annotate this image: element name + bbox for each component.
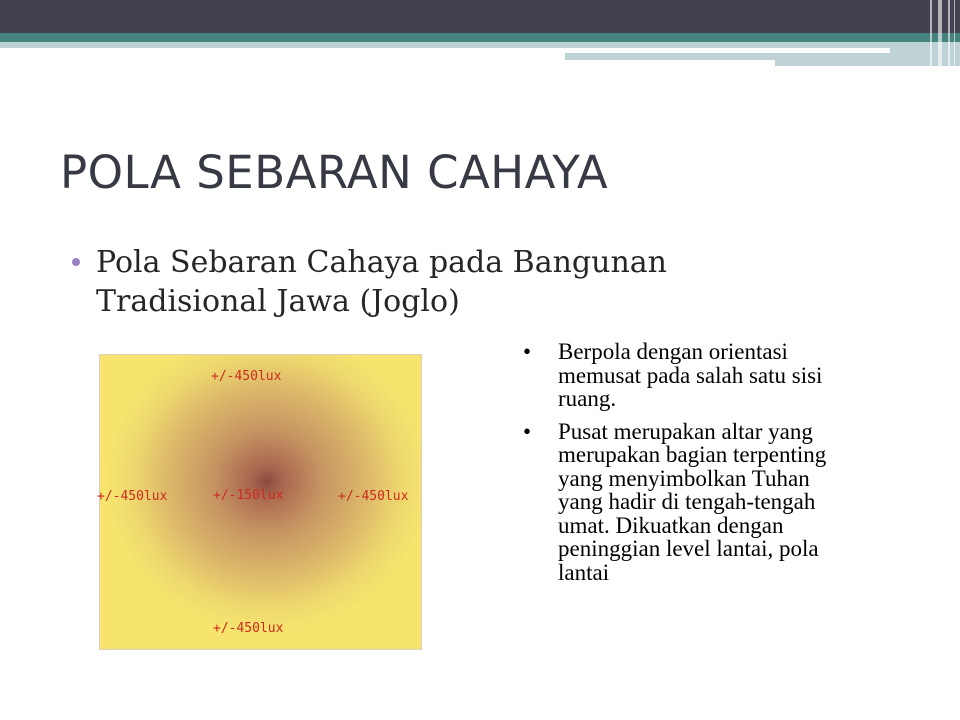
bullet-icon: •	[523, 418, 532, 444]
list-item	[523, 340, 853, 411]
list-item	[523, 420, 853, 585]
subtitle-bullet	[72, 243, 772, 321]
bullet-dot-icon	[72, 258, 80, 266]
lux-label-left: +/-450lux	[97, 489, 168, 504]
lux-label-top: +/-450lux	[211, 369, 282, 384]
header-decoration	[0, 0, 960, 66]
slide-title: POLA SEBARAN CAHAYA	[60, 146, 609, 199]
bullet-icon: •	[523, 339, 532, 364]
light-distribution-map	[99, 354, 422, 650]
lux-label-bottom: +/-450lux	[213, 621, 284, 636]
subtitle-text: Pola Sebaran Cahaya pada Bangunan Tradisional Jawa (Joglo)	[96, 245, 667, 319]
description-list	[523, 340, 853, 584]
lux-label-center: +/-150lux	[213, 488, 284, 503]
list-item-text: Pusat merupakan altar yang merupakan bagian terpenting yang menyimbolkan Tuhan yang hadir di tengah-tengah umat. Dikuatkan dengan peninggian level lantai, pola lantai	[558, 418, 827, 585]
list-item-text: Berpola dengan orientasi memusat pada salah satu sisi ruang.	[558, 339, 823, 411]
lux-label-right: +/-450lux	[338, 489, 409, 504]
